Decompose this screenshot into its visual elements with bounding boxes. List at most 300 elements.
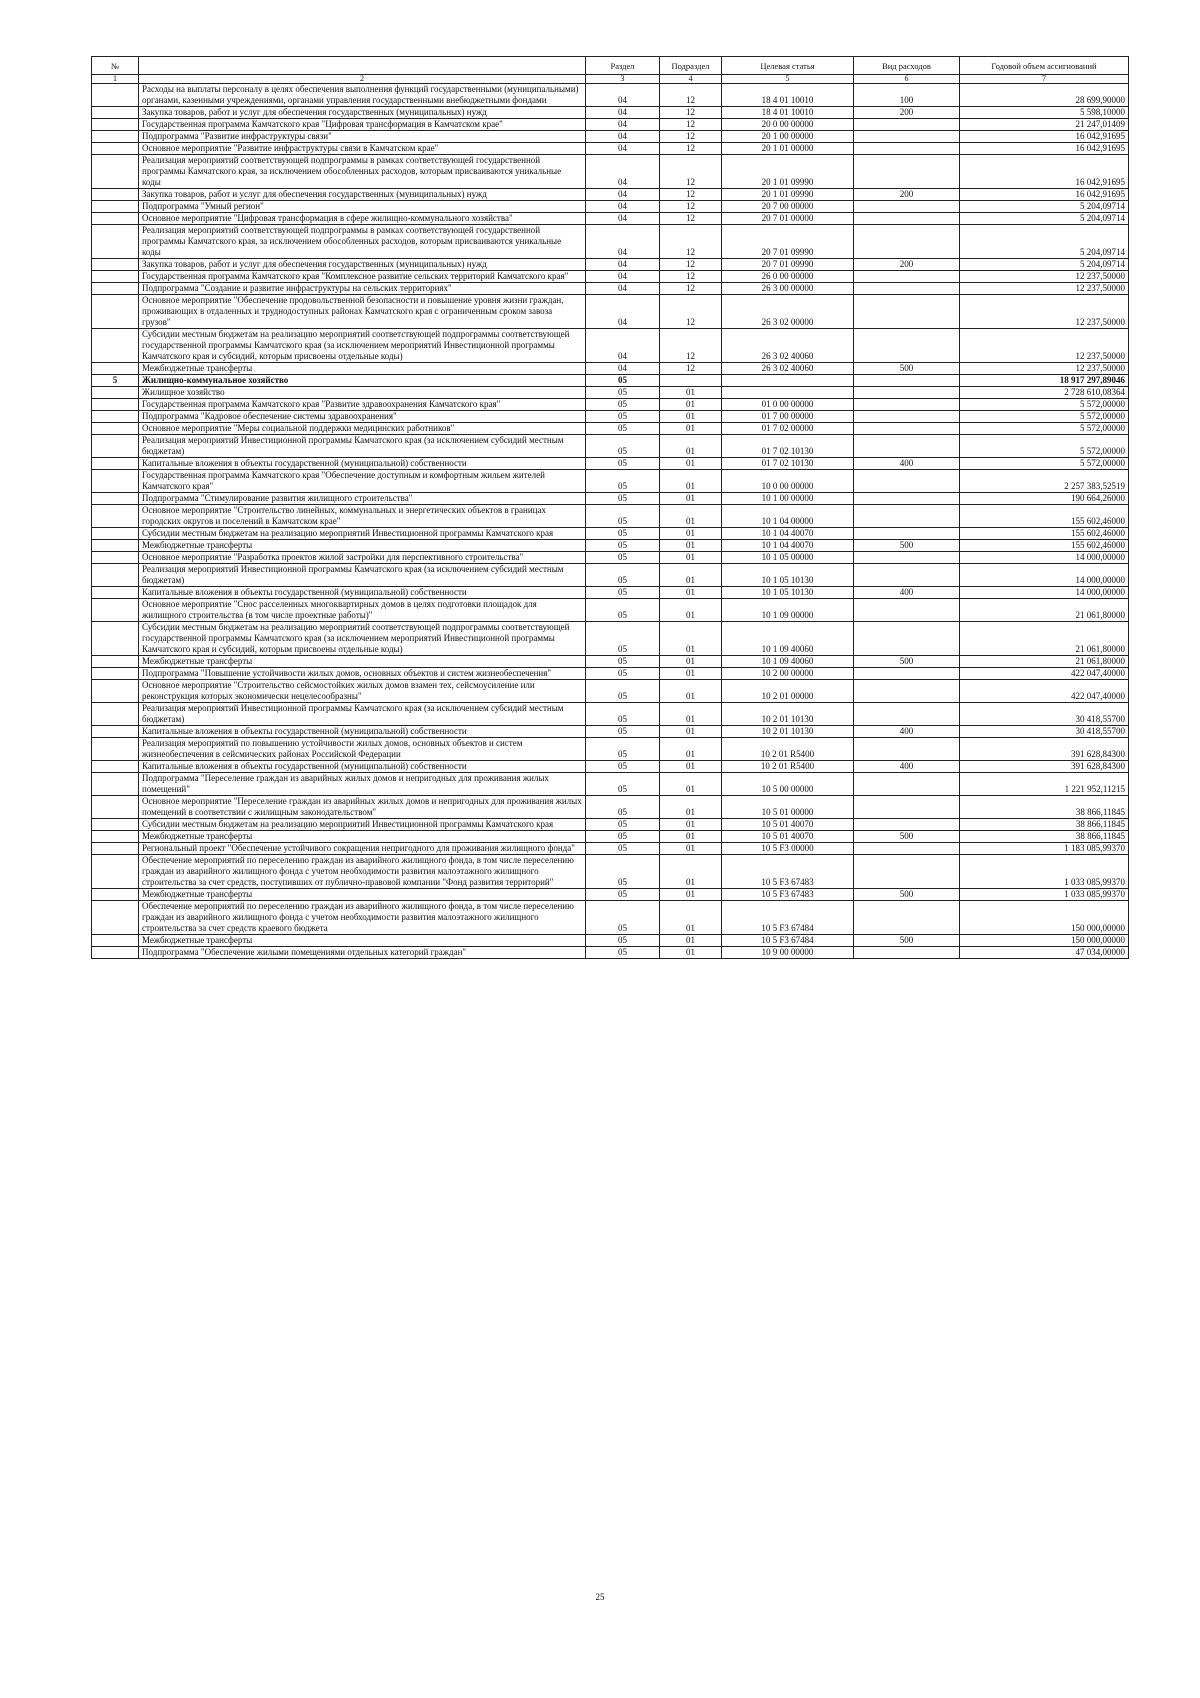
row-subsection: 01 — [660, 399, 722, 411]
row-expense-type: 500 — [854, 889, 960, 901]
row-number — [92, 587, 139, 599]
row-number — [92, 564, 139, 587]
table-row — [92, 131, 1129, 143]
table-row — [92, 435, 1129, 458]
row-subsection: 01 — [660, 423, 722, 435]
table-row — [92, 505, 1129, 528]
row-expense-type: 400 — [854, 761, 960, 773]
table-row — [92, 329, 1129, 363]
row-section: 05 — [586, 819, 660, 831]
header-target-article: Целевая статья — [722, 57, 854, 75]
row-expense-type — [854, 773, 960, 796]
row-section: 05 — [586, 375, 660, 387]
row-expense-type — [854, 295, 960, 329]
row-description: Межбюджетные трансферты — [139, 656, 586, 668]
table-row — [92, 668, 1129, 680]
row-description: Подпрограмма "Создание и развитие инфраструктуры на сельских территориях" — [139, 283, 586, 295]
row-subsection: 01 — [660, 855, 722, 889]
row-subsection — [660, 375, 722, 387]
table-row — [92, 599, 1129, 622]
row-number — [92, 423, 139, 435]
table-row — [92, 155, 1129, 189]
row-subsection: 12 — [660, 119, 722, 131]
row-description: Государственная программа Камчатского края "Цифровая трансформация в Камчатском крае" — [139, 119, 586, 131]
row-amount: 2 257 383,52519 — [960, 470, 1129, 493]
row-target-article: 10 5 01 00000 — [722, 796, 854, 819]
row-amount: 12 237,50000 — [960, 271, 1129, 283]
row-expense-type — [854, 552, 960, 564]
row-expense-type — [854, 201, 960, 213]
page-number: 25 — [595, 1592, 605, 1602]
table-row — [92, 213, 1129, 225]
column-number-row — [92, 75, 1129, 84]
row-number — [92, 843, 139, 855]
row-subsection: 12 — [660, 259, 722, 271]
table-row — [92, 399, 1129, 411]
row-section: 05 — [586, 947, 660, 959]
row-target-article: 26 0 00 00000 — [722, 271, 854, 283]
row-target-article: 20 7 00 00000 — [722, 201, 854, 213]
row-amount: 422 047,40000 — [960, 680, 1129, 703]
row-target-article: 10 2 01 R5400 — [722, 738, 854, 761]
row-target-article: 26 3 00 00000 — [722, 283, 854, 295]
row-expense-type — [854, 435, 960, 458]
row-target-article: 10 1 05 00000 — [722, 552, 854, 564]
row-description: Государственная программа Камчатского края "Развитие здравоохранения Камчатского края" — [139, 399, 586, 411]
table-row — [92, 119, 1129, 131]
row-number — [92, 505, 139, 528]
row-expense-type — [854, 271, 960, 283]
row-description: Реализация мероприятий Инвестиционной программы Камчатского края (за исключением субсидий местным бюджетам) — [139, 703, 586, 726]
row-number — [92, 761, 139, 773]
row-section: 05 — [586, 773, 660, 796]
row-number — [92, 411, 139, 423]
row-target-article: 10 1 09 00000 — [722, 599, 854, 622]
row-number — [92, 155, 139, 189]
row-section: 05 — [586, 587, 660, 599]
row-section: 05 — [586, 411, 660, 423]
row-section: 05 — [586, 622, 660, 656]
row-subsection: 01 — [660, 680, 722, 703]
row-subsection: 01 — [660, 435, 722, 458]
row-expense-type — [854, 843, 960, 855]
table-row — [92, 819, 1129, 831]
row-subsection: 12 — [660, 213, 722, 225]
row-section: 05 — [586, 796, 660, 819]
table-row — [92, 761, 1129, 773]
row-subsection: 01 — [660, 819, 722, 831]
row-subsection: 01 — [660, 599, 722, 622]
table-row — [92, 587, 1129, 599]
row-section: 05 — [586, 889, 660, 901]
row-amount: 38 866,11845 — [960, 796, 1129, 819]
row-target-article: 20 7 01 09990 — [722, 259, 854, 271]
row-section: 05 — [586, 505, 660, 528]
row-amount: 1 033 085,99370 — [960, 889, 1129, 901]
row-amount: 30 418,55700 — [960, 726, 1129, 738]
row-subsection: 12 — [660, 155, 722, 189]
row-amount: 190 664,26000 — [960, 493, 1129, 505]
row-subsection: 01 — [660, 470, 722, 493]
row-expense-type — [854, 947, 960, 959]
row-number — [92, 935, 139, 947]
row-target-article — [722, 387, 854, 399]
row-subsection: 01 — [660, 947, 722, 959]
row-target-article: 10 5 F3 67484 — [722, 901, 854, 935]
table-row — [92, 831, 1129, 843]
row-expense-type: 500 — [854, 540, 960, 552]
row-number — [92, 399, 139, 411]
row-description: Реализация мероприятий Инвестиционной программы Камчатского края (за исключением субсидий местным бюджетам) — [139, 564, 586, 587]
row-section: 04 — [586, 119, 660, 131]
row-amount: 1 221 952,11215 — [960, 773, 1129, 796]
row-expense-type — [854, 564, 960, 587]
row-section: 05 — [586, 399, 660, 411]
row-target-article: 10 2 01 00000 — [722, 680, 854, 703]
row-subsection: 01 — [660, 935, 722, 947]
row-expense-type — [854, 131, 960, 143]
row-description: Субсидии местным бюджетам на реализацию мероприятий Инвестиционной программы Камчатского края — [139, 819, 586, 831]
row-description: Расходы на выплаты персоналу в целях обеспечения выполнения функций государственными (муниципальными) органами, казенными учреждениями, органами управления государственными внебюджетными фондами — [139, 84, 586, 107]
row-section: 05 — [586, 435, 660, 458]
row-number — [92, 656, 139, 668]
row-number — [92, 119, 139, 131]
table-row — [92, 656, 1129, 668]
row-description: Подпрограмма "Повышение устойчивости жилых домов, основных объектов и систем жизнеобеспечения" — [139, 668, 586, 680]
row-amount: 16 042,91695 — [960, 189, 1129, 201]
row-number — [92, 271, 139, 283]
row-section: 05 — [586, 726, 660, 738]
row-number — [92, 703, 139, 726]
row-amount: 5 204,09714 — [960, 201, 1129, 213]
row-target-article: 18 4 01 10010 — [722, 84, 854, 107]
row-description: Реализация мероприятий соответствующей подпрограммы в рамках соответствующей государственной программы Камчатского края, за исключением обособленных расходов, которым присваиваются уникальные коды — [139, 225, 586, 259]
row-subsection: 12 — [660, 189, 722, 201]
row-number — [92, 131, 139, 143]
row-subsection: 12 — [660, 131, 722, 143]
row-subsection: 01 — [660, 773, 722, 796]
row-expense-type: 500 — [854, 363, 960, 375]
header-annual-amount: Годовой объем ассигнований — [960, 57, 1129, 75]
table-row — [92, 773, 1129, 796]
table-row — [92, 540, 1129, 552]
row-amount: 47 034,00000 — [960, 947, 1129, 959]
row-amount: 5 572,00000 — [960, 423, 1129, 435]
row-amount: 150 000,00000 — [960, 901, 1129, 935]
row-section: 05 — [586, 680, 660, 703]
row-description: Субсидии местным бюджетам на реализацию мероприятий Инвестиционной программы Камчатского края — [139, 528, 586, 540]
row-section: 05 — [586, 387, 660, 399]
row-number — [92, 295, 139, 329]
row-section: 05 — [586, 564, 660, 587]
row-section: 05 — [586, 528, 660, 540]
row-target-article: 20 7 01 09990 — [722, 225, 854, 259]
row-description: Основное мероприятие "Цифровая трансформация в сфере жилищно-коммунального хозяйства" — [139, 213, 586, 225]
row-target-article: 20 1 01 09990 — [722, 155, 854, 189]
row-subsection: 12 — [660, 84, 722, 107]
table-row — [92, 726, 1129, 738]
row-description: Основное мероприятие "Разработка проектов жилой застройки для перспективного строительства" — [139, 552, 586, 564]
row-target-article: 10 5 F3 67483 — [722, 889, 854, 901]
row-target-article: 26 3 02 00000 — [722, 295, 854, 329]
row-number — [92, 259, 139, 271]
row-expense-type — [854, 796, 960, 819]
row-section: 05 — [586, 423, 660, 435]
row-section: 05 — [586, 738, 660, 761]
row-subsection: 01 — [660, 505, 722, 528]
row-number — [92, 680, 139, 703]
row-subsection: 12 — [660, 225, 722, 259]
table-row — [92, 528, 1129, 540]
row-expense-type — [854, 855, 960, 889]
row-number — [92, 493, 139, 505]
row-section: 05 — [586, 470, 660, 493]
table-row — [92, 552, 1129, 564]
row-number — [92, 889, 139, 901]
table-row — [92, 947, 1129, 959]
row-description: Межбюджетные трансферты — [139, 540, 586, 552]
table-row — [92, 143, 1129, 155]
row-description: Основное мероприятие "Обеспечение продовольственной безопасности и повышение уровня жизни граждан, проживающих в отдаленных и труднодоступных районах Камчатского края с ограниченным сроком завоза грузов" — [139, 295, 586, 329]
row-description: Закупка товаров, работ и услуг для обеспечения государственных (муниципальных) нужд — [139, 107, 586, 119]
row-subsection: 01 — [660, 738, 722, 761]
row-target-article: 20 7 01 00000 — [722, 213, 854, 225]
row-number — [92, 855, 139, 889]
row-description: Региональный проект "Обеспечение устойчивого сокращения непригодного для проживания жилищного фонда" — [139, 843, 586, 855]
row-subsection: 01 — [660, 831, 722, 843]
row-description: Жилищное хозяйство — [139, 387, 586, 399]
row-expense-type — [854, 213, 960, 225]
row-description: Закупка товаров, работ и услуг для обеспечения государственных (муниципальных) нужд — [139, 259, 586, 271]
row-expense-type: 500 — [854, 656, 960, 668]
row-number — [92, 435, 139, 458]
row-subsection: 12 — [660, 329, 722, 363]
row-description: Межбюджетные трансферты — [139, 935, 586, 947]
header-section: Раздел — [586, 57, 660, 75]
row-target-article: 20 0 00 00000 — [722, 119, 854, 131]
table-row — [92, 201, 1129, 213]
table-body — [92, 84, 1129, 959]
row-section: 05 — [586, 493, 660, 505]
row-target-article: 10 0 00 00000 — [722, 470, 854, 493]
row-description: Подпрограмма "Умный регион" — [139, 201, 586, 213]
row-number — [92, 599, 139, 622]
row-subsection: 01 — [660, 387, 722, 399]
row-amount: 14 000,00000 — [960, 564, 1129, 587]
row-target-article: 10 9 00 00000 — [722, 947, 854, 959]
row-subsection: 01 — [660, 668, 722, 680]
row-number — [92, 796, 139, 819]
row-subsection: 01 — [660, 889, 722, 901]
row-description: Субсидии местным бюджетам на реализацию мероприятий соответствующей подпрограммы соответствующей государственной программы Камчатского края (за исключением мероприятий Инвестиционной программы Камчатского края и субсидий, которым присвоены отдельные коды) — [139, 329, 586, 363]
table-row — [92, 375, 1129, 387]
row-expense-type: 500 — [854, 935, 960, 947]
row-amount: 18 917 297,89046 — [960, 375, 1129, 387]
row-number — [92, 213, 139, 225]
row-description: Капитальные вложения в объекты государственной (муниципальной) собственности — [139, 458, 586, 470]
row-expense-type — [854, 411, 960, 423]
row-target-article: 20 1 01 00000 — [722, 143, 854, 155]
row-subsection: 01 — [660, 843, 722, 855]
table-row — [92, 680, 1129, 703]
header-expense-type: Вид расходов — [854, 57, 960, 75]
row-amount: 1 183 085,99370 — [960, 843, 1129, 855]
column-number: 1 — [92, 75, 139, 84]
row-section: 05 — [586, 901, 660, 935]
row-number — [92, 738, 139, 761]
row-target-article: 26 3 02 40060 — [722, 329, 854, 363]
row-target-article — [722, 375, 854, 387]
table-row — [92, 363, 1129, 375]
row-description: Реализация мероприятий соответствующей подпрограммы в рамках соответствующей государственной программы Камчатского края, за исключением обособленных расходов, которым присваиваются уникальные коды — [139, 155, 586, 189]
row-number — [92, 622, 139, 656]
row-number — [92, 107, 139, 119]
row-target-article: 10 1 04 00000 — [722, 505, 854, 528]
table-row — [92, 470, 1129, 493]
row-target-article: 26 3 02 40060 — [722, 363, 854, 375]
row-target-article: 10 2 01 R5400 — [722, 761, 854, 773]
table-row — [92, 935, 1129, 947]
row-subsection: 01 — [660, 587, 722, 599]
row-amount: 1 033 085,99370 — [960, 855, 1129, 889]
row-expense-type — [854, 423, 960, 435]
row-description: Межбюджетные трансферты — [139, 889, 586, 901]
table-row — [92, 295, 1129, 329]
row-amount: 14 000,00000 — [960, 587, 1129, 599]
row-description: Обеспечение мероприятий по переселению граждан из аварийного жилищного фонда, в том числе переселению граждан из аварийного жилищного фонда с учетом необходимости развития малоэтажного жилищного строительства за счет средств краевого бюджета — [139, 901, 586, 935]
row-description: Подпрограмма "Обеспечение жилыми помещениями отдельных категорий граждан" — [139, 947, 586, 959]
table-row — [92, 564, 1129, 587]
row-target-article: 10 2 01 10130 — [722, 703, 854, 726]
row-amount: 5 572,00000 — [960, 435, 1129, 458]
table-row — [92, 411, 1129, 423]
row-target-article: 10 2 01 10130 — [722, 726, 854, 738]
row-description: Жилищно-коммунальное хозяйство — [139, 375, 586, 387]
row-number — [92, 143, 139, 155]
row-number — [92, 225, 139, 259]
row-section: 04 — [586, 201, 660, 213]
budget-table-sheet — [91, 56, 1128, 959]
row-amount: 12 237,50000 — [960, 363, 1129, 375]
row-description: Обеспечение мероприятий по переселению граждан из аварийного жилищного фонда, в том числе переселению граждан из аварийного жилищного фонда с учетом необходимости развития малоэтажного жилищного строительства за счет средств, поступивших от публично-правовой компании "Фонд развития территорий" — [139, 855, 586, 889]
row-amount: 155 602,46000 — [960, 540, 1129, 552]
header-description — [139, 57, 586, 75]
row-section: 05 — [586, 668, 660, 680]
row-amount: 12 237,50000 — [960, 283, 1129, 295]
row-amount: 21 061,80000 — [960, 622, 1129, 656]
row-number — [92, 189, 139, 201]
row-description: Капитальные вложения в объекты государственной (муниципальной) собственности — [139, 726, 586, 738]
row-section: 04 — [586, 213, 660, 225]
header-number: № — [92, 57, 139, 75]
row-amount: 38 866,11845 — [960, 831, 1129, 843]
row-amount: 5 204,09714 — [960, 225, 1129, 259]
row-section: 05 — [586, 761, 660, 773]
row-section: 05 — [586, 599, 660, 622]
row-subsection: 12 — [660, 143, 722, 155]
table-row — [92, 189, 1129, 201]
row-subsection: 01 — [660, 458, 722, 470]
row-description: Закупка товаров, работ и услуг для обеспечения государственных (муниципальных) нужд — [139, 189, 586, 201]
row-amount: 422 047,40000 — [960, 668, 1129, 680]
row-subsection: 12 — [660, 363, 722, 375]
row-expense-type: 500 — [854, 831, 960, 843]
row-section: 05 — [586, 935, 660, 947]
row-number — [92, 283, 139, 295]
row-amount: 155 602,46000 — [960, 505, 1129, 528]
row-subsection: 01 — [660, 540, 722, 552]
row-number — [92, 726, 139, 738]
row-section: 05 — [586, 855, 660, 889]
row-target-article: 01 7 02 00000 — [722, 423, 854, 435]
table-row — [92, 889, 1129, 901]
column-number: 7 — [960, 75, 1129, 84]
row-target-article: 10 5 F3 67484 — [722, 935, 854, 947]
row-target-article: 01 0 00 00000 — [722, 399, 854, 411]
header-subsection: Подраздел — [660, 57, 722, 75]
row-amount: 155 602,46000 — [960, 528, 1129, 540]
row-description: Реализация мероприятий по повышению устойчивости жилых домов, основных объектов и систем жизнеобеспечения в сейсмических районах Российской Федерации — [139, 738, 586, 761]
row-amount: 21 061,80000 — [960, 656, 1129, 668]
table-row — [92, 225, 1129, 259]
row-number: 5 — [92, 375, 139, 387]
row-number — [92, 901, 139, 935]
column-number: 6 — [854, 75, 960, 84]
row-subsection: 01 — [660, 411, 722, 423]
row-amount: 391 628,84300 — [960, 761, 1129, 773]
row-number — [92, 668, 139, 680]
row-number — [92, 363, 139, 375]
row-section: 05 — [586, 552, 660, 564]
table-row — [92, 703, 1129, 726]
row-description: Государственная программа Камчатского края "Комплексное развитие сельских территорий Камчатского края" — [139, 271, 586, 283]
row-section: 04 — [586, 131, 660, 143]
row-amount: 38 866,11845 — [960, 819, 1129, 831]
table-row — [92, 283, 1129, 295]
row-number — [92, 552, 139, 564]
row-description: Субсидии местным бюджетам на реализацию мероприятий соответствующей подпрограммы соответствующей государственной программы Камчатского края (за исключением мероприятий Инвестиционной программы Камчатского края и субсидий, которым присвоены отдельные коды) — [139, 622, 586, 656]
row-expense-type — [854, 505, 960, 528]
row-description: Основное мероприятие "Развитие инфраструктуры связи в Камчатском крае" — [139, 143, 586, 155]
row-section: 04 — [586, 363, 660, 375]
row-expense-type: 200 — [854, 107, 960, 119]
row-subsection: 01 — [660, 901, 722, 935]
row-amount: 5 204,09714 — [960, 259, 1129, 271]
row-description: Основное мероприятие "Снос расселенных многоквартирных домов в целях подготовки площадок для жилищного строительства (в том числе проектные работы)" — [139, 599, 586, 622]
row-number — [92, 470, 139, 493]
row-section: 04 — [586, 295, 660, 329]
row-description: Межбюджетные трансферты — [139, 831, 586, 843]
row-description: Подпрограмма "Стимулирование развития жилищного строительства" — [139, 493, 586, 505]
row-amount: 150 000,00000 — [960, 935, 1129, 947]
row-subsection: 01 — [660, 528, 722, 540]
row-target-article: 10 1 05 10130 — [722, 587, 854, 599]
table-row — [92, 84, 1129, 107]
row-expense-type — [854, 375, 960, 387]
row-expense-type — [854, 668, 960, 680]
row-target-article: 10 5 01 40070 — [722, 831, 854, 843]
row-section: 04 — [586, 107, 660, 119]
row-section: 05 — [586, 703, 660, 726]
row-amount: 16 042,91695 — [960, 155, 1129, 189]
row-section: 04 — [586, 283, 660, 295]
row-amount: 21 247,01409 — [960, 119, 1129, 131]
table-header-row — [92, 57, 1129, 75]
table-row — [92, 387, 1129, 399]
row-subsection: 01 — [660, 761, 722, 773]
row-subsection: 01 — [660, 493, 722, 505]
row-section: 04 — [586, 155, 660, 189]
